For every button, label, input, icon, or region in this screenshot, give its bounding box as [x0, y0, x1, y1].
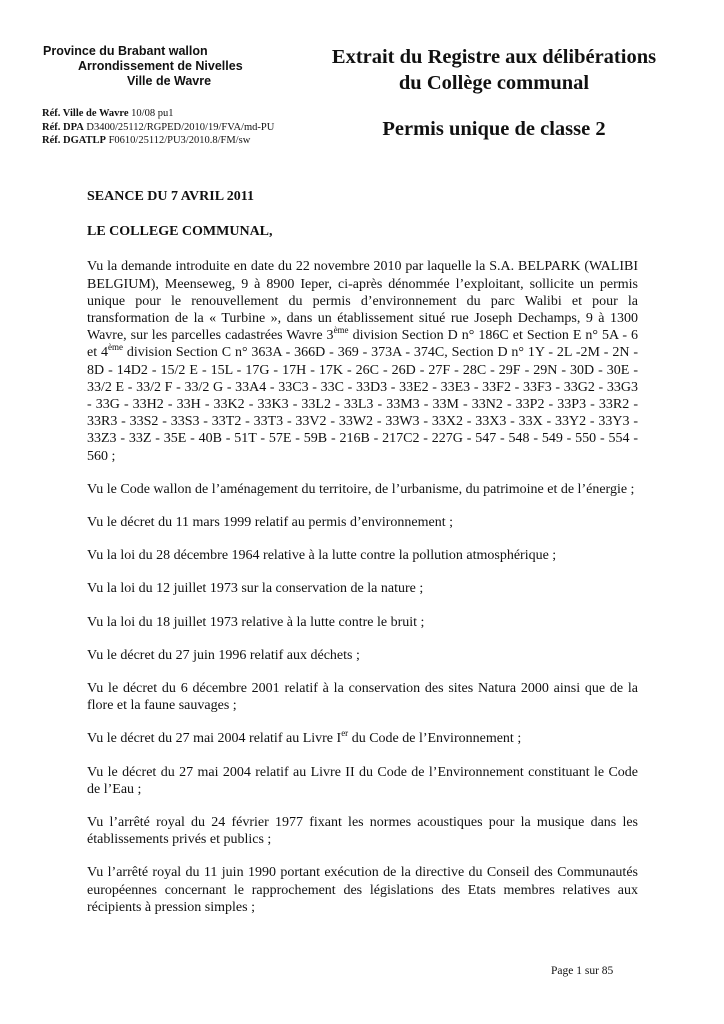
college-heading: LE COLLEGE COMMUNAL,	[87, 224, 273, 240]
reference-label: Réf. DGATLP	[42, 135, 106, 146]
legal-basis-paragraph: Vu l’arrêté royal du 11 juin 1990 portant exécution de la directive du Conseil des Communautés européennes concernant le rapprochement des législations des Etats membres relatives aux récipients à pression simples ;	[87, 865, 638, 915]
document-body	[87, 188, 638, 916]
legal-basis-paragraph: Vu le décret du 27 juin 1996 relatif aux déchets ;	[87, 647, 360, 663]
city-name: Ville de Wavre	[127, 74, 212, 88]
request-text: division Section C n° 363A - 366D - 369 - 373A - 374C, Section D n° 1Y - 2L -2M - 2N - 8D - 14D2 - 15/2 E - 15L - 17G - 17H - 17K - 26C - 26D - 27F - 28C - 29F - 29N - 30D - 30E - 33/2 E - 33/2 F - 33/2 G - 33A4 - 33C3 - 33C - 33D3 - 33E2 - 33E3 - 33F2 - 33F3 - 33G2 - 33G3 - 33G - 33H2 - 33H - 33K2 - 33K3 - 33L2 - 33L3 - 33M3 - 33M - 33N2 - 33P2 - 33P3 - 33R2 - 33R3 - 33S2 - 33S3 - 33T2 - 33T3 - 33V2 - 33W2 - 33W3 - 33X2 - 33X3 - 33X - 33Y2 - 33Y3 - 33Z3 - 33Z - 35E - 40B - 51T - 57E - 59B - 216B - 217C2 - 227G - 547 - 548 - 549 - 550 - 554 - 560 ;	[87, 345, 638, 464]
legal-basis-paragraph: Vu la loi du 28 décembre 1964 relative à la lutte contre la pollution atmosphérique ;	[87, 548, 557, 564]
arrondissement-name: Arrondissement de Nivelles	[78, 59, 243, 73]
superscript: ème	[333, 325, 349, 336]
legal-basis-paragraph: Vu le décret du 6 décembre 2001 relatif à la conservation des sites Natura 2000 ainsi que de la flore et la faune sauvages ;	[87, 681, 638, 714]
reference-label: Réf. DPA	[42, 121, 84, 133]
reference-label: Réf. Ville de Wavre	[42, 108, 129, 119]
page-number: Page 1 sur 85	[551, 965, 614, 977]
reference-value: F0610/25112/PU3/2010.8/FM/sw	[108, 135, 251, 146]
legal-basis-paragraph	[87, 730, 638, 747]
legal-basis-paragraph: Vu la loi du 18 juillet 1973 relative à la lutte contre le bruit ;	[87, 614, 425, 630]
legal-basis-paragraph: Vu le décret du 27 mai 2004 relatif au Livre II du Code de l’Environnement constituant le Code de l’Eau ;	[87, 764, 638, 797]
province-name: Province du Brabant wallon	[43, 44, 208, 58]
legal-basis-paragraph: Vu l’arrêté royal du 24 février 1977 fixant les normes acoustiques pour la musique dans les établissements privés et publics ;	[87, 815, 638, 848]
legal-basis-text: Vu le décret du 27 mai 2004 relatif au Livre I	[87, 731, 342, 747]
title-line-2: du Collège communal	[398, 72, 590, 94]
document-title	[300, 44, 688, 96]
issuing-authority	[40, 44, 270, 89]
legal-basis-paragraph: Vu la loi du 12 juillet 1973 sur la conservation de la nature ;	[87, 581, 424, 597]
legal-basis-paragraph: Vu le Code wallon de l’aménagement du territoire, de l’urbanisme, du patrimoine et de l’énergie ;	[87, 481, 635, 497]
superscript: ème	[107, 342, 123, 353]
request-text: Vu la demande introduite en date du 22 novembre 2010 par laquelle la S.A. BELPARK (WALIBI BELGIUM), Meenseweg, 9 à 8900 Ieper, ci-après dénommée l’exploitant, sollicite un permis unique pour le renouvellement du permis d’environnement du parc Walibi et pour la transformation de la « Turbine », dans un établissement situé rue Joseph Dechamps, 9 à 1300 Wavre, sur les parcelles cadastrées Wavre 3	[87, 259, 638, 344]
reference-value: D3400/25112/RGPED/2010/19/FVA/md-PU	[86, 121, 275, 133]
reference-value: 10/08 pu1	[131, 108, 174, 119]
legal-basis-text: du Code de l’Environnement ;	[348, 731, 522, 747]
reference-line	[42, 121, 274, 135]
reference-line	[42, 107, 274, 121]
reference-line	[42, 134, 274, 148]
references	[42, 107, 274, 148]
legal-basis-paragraph: Vu le décret du 11 mars 1999 relatif au permis d’environnement ;	[87, 515, 454, 531]
request-paragraph	[87, 258, 638, 464]
title-line-1: Extrait du Registre aux délibérations	[331, 46, 657, 68]
request-text: division Section D n° 186C et Section E n° 5A - 6 et 4	[87, 328, 638, 361]
superscript: er	[341, 728, 349, 739]
permit-title: Permis unique de classe 2	[382, 118, 606, 140]
session-heading: SEANCE DU 7 AVRIL 2011	[87, 189, 255, 204]
